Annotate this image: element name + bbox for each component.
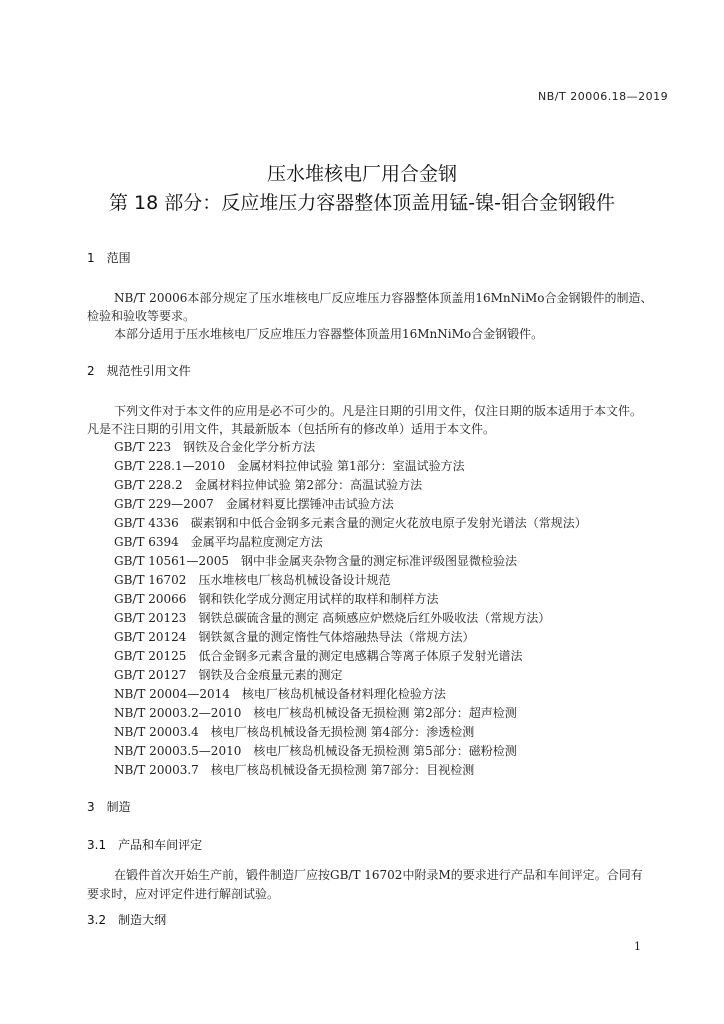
page-number: 1 xyxy=(634,940,641,953)
section-1-paragraph-line: 检验和验收等要求。 xyxy=(87,309,196,323)
reference-item: NB/T 20003.4 核电厂核岛机械设备无损检测 第4部分：渗透检测 xyxy=(114,725,475,739)
section-1-paragraph-line: NB/T 20006本部分规定了压水堆核电厂反应堆压力容器整体顶盖用16MnNiMo合金钢锻件的制造、 xyxy=(114,291,653,305)
reference-item: GB/T 4336 碳素钢和中低合金钢多元素含量的测定火花放电原子发射光谱法（常规法） xyxy=(114,516,587,530)
title-line-2: 第 18 部分：反应堆压力容器整体顶盖用锰-镍-钼合金钢锻件 xyxy=(109,192,615,214)
section-1-scope-paragraph: 本部分适用于压水堆核电厂反应堆压力容器整体顶盖用16MnNiMo合金钢锻件。 xyxy=(114,327,544,341)
section-3-heading: 3 制造 xyxy=(87,800,131,814)
reference-item: GB/T 20123 钢铁总碳硫含量的测定 高频感应炉燃烧后红外吸收法（常规方法） xyxy=(114,611,551,625)
reference-item: GB/T 223 钢铁及合金化学分析方法 xyxy=(114,440,316,454)
reference-item: NB/T 20004—2014 核电厂核岛机械设备材料理化检验方法 xyxy=(114,687,446,701)
reference-item: NB/T 20003.7 核电厂核岛机械设备无损检测 第7部分：目视检测 xyxy=(114,763,475,777)
reference-item: GB/T 20127 钢铁及合金痕量元素的测定 xyxy=(114,668,343,682)
reference-item: GB/T 20124 钢铁氮含量的测定惰性气体熔融热导法（常规方法） xyxy=(114,630,475,644)
reference-item: GB/T 229—2007 金属材料夏比摆锤冲击试验方法 xyxy=(114,497,394,511)
section-3-1-paragraph-line: 要求时，应对评定件进行解剖试验。 xyxy=(87,887,280,901)
reference-item: NB/T 20003.5—2010 核电厂核岛机械设备无损检测 第5部分：磁粉检测 xyxy=(114,744,517,758)
section-3-2-heading: 3.2 制造大纲 xyxy=(87,913,167,927)
reference-item: GB/T 16702 压水堆核电厂核岛机械设备设计规范 xyxy=(114,573,391,587)
reference-item: NB/T 20003.2—2010 核电厂核岛机械设备无损检测 第2部分：超声检测 xyxy=(114,706,517,720)
section-2-paragraph-line: 下列文件对于本文件的应用是必不可少的。凡是注日期的引用文件，仅注日期的版本适用于本文件。 xyxy=(114,404,643,418)
reference-item: GB/T 6394 金属平均晶粒度测定方法 xyxy=(114,535,323,549)
standard-number: NB/T 20006.18—2019 xyxy=(538,90,669,103)
section-1-heading: 1 范围 xyxy=(87,251,131,265)
title-line-1: 压水堆核电厂用合金钢 xyxy=(266,163,457,185)
section-3-1-heading: 3.1 产品和车间评定 xyxy=(87,838,203,852)
section-2-heading: 2 规范性引用文件 xyxy=(87,364,191,378)
reference-item: GB/T 10561—2005 钢中非金属夹杂物含量的测定标准评级图显微检验法 xyxy=(114,554,517,568)
section-2-paragraph-line: 凡是不注日期的引用文件，其最新版本（包括所有的修改单）适用于本文件。 xyxy=(87,422,496,436)
reference-item: GB/T 20066 钢和铁化学成分测定用试样的取样和制样方法 xyxy=(114,592,439,606)
reference-item: GB/T 20125 低合金钢多元素含量的测定电感耦合等离子体原子发射光谱法 xyxy=(114,649,523,663)
reference-item: GB/T 228.1—2010 金属材料拉伸试验 第1部分：室温试验方法 xyxy=(114,459,465,473)
section-3-1-paragraph-line: 在锻件首次开始生产前，锻件制造厂应按GB/T 16702中附录M的要求进行产品和车间评定。合同有 xyxy=(114,868,643,882)
reference-item: GB/T 228.2 金属材料拉伸试验 第2部分：高温试验方法 xyxy=(114,478,423,492)
